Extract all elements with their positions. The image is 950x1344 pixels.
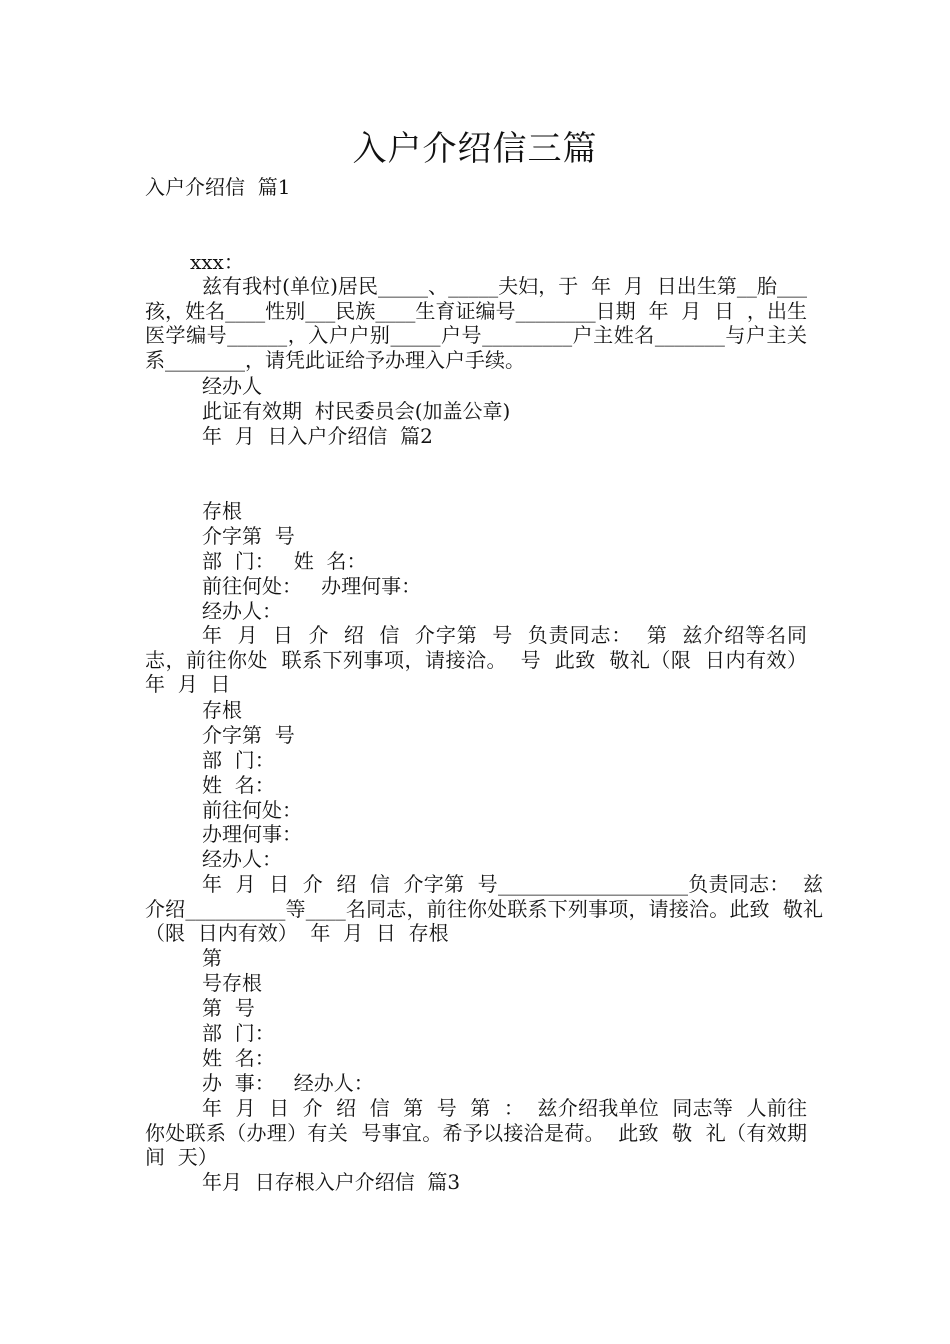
validity-line: 此证有效期 村民委员会(加盖公章) (202, 399, 511, 423)
stub2-title: 存根 (202, 698, 242, 722)
stub3-matter-handler: 办 事： 经办人： (202, 1071, 374, 1095)
section1-body: 兹有我村(单位)居民_____、_____夫妇，于 年 月 日出生第__胎___孩，姓名____性别___民族____生育证编号________日期 年 月 日 ，出生医学编号______，入户户别_____户号_________户主姓名_______与户主关系________，请凭此证给予办理入户手续。 (145, 274, 807, 372)
stub1-handler: 经办人： (202, 599, 282, 623)
stub3-label-a: 第 (202, 946, 222, 970)
date-heading-3: 年月 日存根入户介绍信 篇3 (202, 1170, 461, 1194)
handler-line: 经办人 (202, 374, 262, 398)
stub3-label-b: 号存根 (202, 971, 262, 995)
stub1-destination: 前往何处： 办理何事： (202, 574, 422, 598)
stub2-dept: 部 门： (202, 748, 275, 772)
stub3-dept: 部 门： (202, 1021, 275, 1045)
letter1-body: 年 月 日 介 绍 信 介字第 号 负责同志： 第 兹介绍等名同志，前往你处 联系下列事项，请接洽。 号 此致 敬礼（限 日内有效） 年 月 日 (145, 623, 820, 696)
stub2-name: 姓 名： (202, 773, 275, 797)
section-heading-1: 入户介绍信 篇1 (145, 175, 291, 199)
stub1-dept-name: 部 门： 姓 名： (202, 549, 367, 573)
date-heading-2: 年 月 日入户介绍信 篇2 (202, 424, 433, 448)
stub3-number: 第 号 (202, 996, 255, 1020)
stub2-matter: 办理何事： (202, 822, 302, 846)
letter3-body: 年 月 日 介 绍 信 第 号 第 ： 兹介绍我单位 同志等 人前往 你处联系（办理）有关 号事宜。希予以接洽是荷。 此致 敬 礼（有效期间 天） (145, 1096, 820, 1169)
stub2-number: 介字第 号 (202, 723, 295, 747)
stub1-number: 介字第 号 (202, 524, 295, 548)
document-title: 入户介绍信三篇 (352, 129, 598, 169)
letter2-body: 年 月 日 介 绍 信 介字第 号___________________负责同志： 兹介绍__________等____名同志，前往你处联系下列事项，请接洽。此致 敬礼 （限 日内有效） 年 月 日 存根 (145, 872, 836, 945)
stub2-destination: 前往何处： (202, 798, 302, 822)
stub2-handler: 经办人： (202, 847, 282, 871)
stub1-title: 存根 (202, 499, 242, 523)
salutation: xxx： (190, 250, 244, 274)
stub3-name: 姓 名： (202, 1046, 275, 1070)
